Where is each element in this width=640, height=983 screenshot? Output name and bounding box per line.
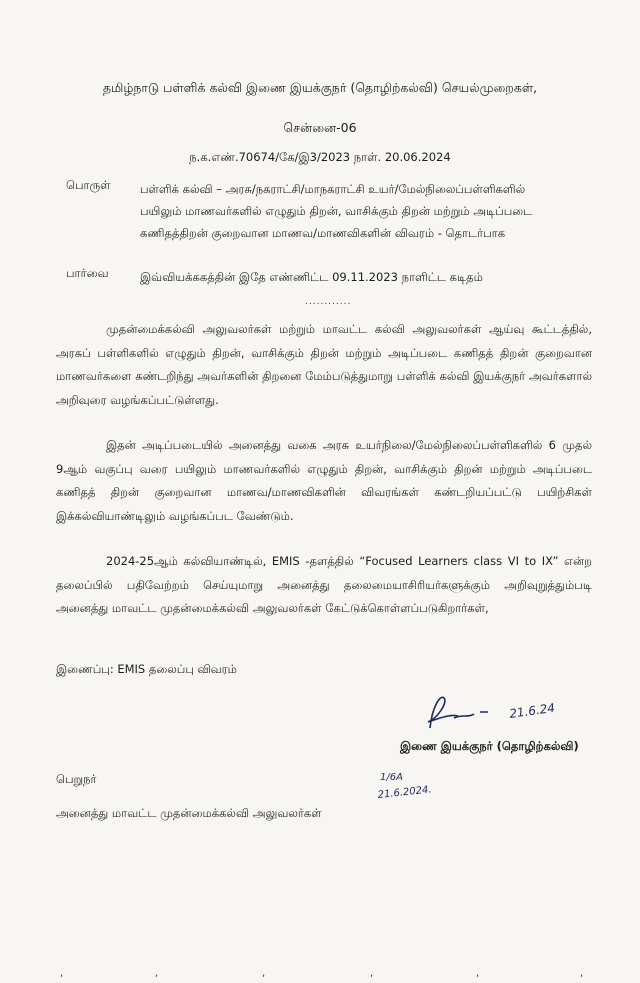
reference-label: பார்வை bbox=[66, 266, 109, 280]
recipient-text: அனைத்து மாவட்ட முதன்மைக்கல்வி அலுவலர்கள் bbox=[56, 806, 322, 820]
paragraph-line: பள்ளிக் கல்வி இயக்குநர் அவர்களால் அறிவுரை வழங்கப்பட்டுள்ளது. bbox=[56, 369, 593, 407]
reference-text: இவ்வியக்ககத்தின் இதே எண்ணிட்ட 09.11.2023 நாளிட்ட கடிதம் bbox=[140, 270, 483, 284]
city-heading: சென்னை-06 bbox=[283, 120, 357, 135]
recipient-label: பெறுநர் bbox=[56, 772, 97, 786]
body-paragraph-3 bbox=[56, 550, 592, 621]
body-paragraph-1 bbox=[56, 318, 592, 412]
handwritten-note bbox=[376, 764, 476, 808]
paragraph-line: 2024-25ஆம் கல்வியாண்டில், EMIS -தளத்தில் “Focused Learners class VI to IX” bbox=[106, 554, 559, 568]
footer-mark: , bbox=[370, 968, 374, 979]
paragraph-line: கேட்டுக்கொள்ளப்படுகிறார்கள், bbox=[325, 601, 489, 615]
reference-number: ந.க.எண்.70674/கே/இ3/2023 நாள். 20.06.2024 bbox=[189, 150, 451, 164]
note-line-2: 21.6.2024. bbox=[377, 784, 433, 801]
footer-mark: , bbox=[60, 968, 64, 979]
footer-mark: , bbox=[262, 968, 266, 979]
paragraph-line: முதன்மைக்கல்வி அலுவலர்கள் மற்றும் மாவட்ட கல்வி அலுவலர்கள் ஆய்வு bbox=[106, 322, 525, 336]
paragraph-line: இதன் அடிப்படையில் அனைத்து வகை அரசு உயர்நிலை/மேல்நிலைப்பள்ளிகளில் 6 bbox=[106, 438, 556, 452]
footer-mark: , bbox=[476, 968, 480, 979]
paragraph-line: திறன் குறைவான மாணவர்களை கண்டறிந்து அவர்களின் திறனை மேம்படுத்துமாறு bbox=[56, 345, 592, 383]
paragraph-line: பயிற்சிகள் இக்கல்வியாண்டிலும் வழங்கப்பட வேண்டும். bbox=[56, 485, 592, 523]
body-paragraph-2 bbox=[56, 434, 592, 528]
signatory-title: இணை இயக்குநர் (தொழிற்கல்வி) bbox=[400, 739, 579, 753]
office-heading: தமிழ்நாடு பள்ளிக் கல்வி இணை இயக்குநர் (தொழிற்கல்வி) செயல்முறைகள், bbox=[102, 80, 538, 95]
handwritten-signature bbox=[410, 688, 600, 736]
signature-date: 21.6.24 bbox=[508, 700, 556, 721]
subject-line: பள்ளிக் கல்வி – அரசு/நகராட்சி/மாநகராட்சி உயர்/மேல்நிலைப்பள்ளிகளில் bbox=[140, 182, 526, 196]
footer-mark: , bbox=[155, 968, 159, 979]
note-line-1: 1/6A bbox=[380, 772, 403, 783]
separator: ............ bbox=[305, 297, 352, 307]
footer-mark: , bbox=[580, 968, 584, 979]
subject-text bbox=[140, 178, 590, 244]
paragraph-line: என்ற தலைப்பில் பதிவேற்றம் செய்யுமாறு அனைத்து தலைமையாசிரியர்களுக்கும் bbox=[56, 554, 592, 592]
subject-line: பயிலும் மாணவர்களில் எழுதும் திறன், வாசிக்கும் திறன் மற்றும் அடிப்படை bbox=[140, 204, 533, 218]
enclosure-note: இணைப்பு: EMIS தலைப்பு விவரம் bbox=[56, 662, 237, 676]
paragraph-line: கூட்டத்தில், அரசுப் பள்ளிகளில் எழுதும் திறன், வாசிக்கும் திறன் மற்றும் அடிப்படை கணிதத் bbox=[56, 322, 592, 360]
subject-line: கணிதத்திறன் குறைவான மாணவ/மாணவிகளின் விவரம் - தொடர்பாக bbox=[140, 226, 506, 240]
paragraph-line: அடிப்படை கணிதத் திறன் குறைவான மாணவ/மாணவிகளின் விவரங்கள் கண்டறியப்பட்டு bbox=[56, 461, 592, 499]
paragraph-line: அறிவுறுத்தும்படி அனைத்து மாவட்ட முதன்மைக்கல்வி அலுவலர்கள் bbox=[56, 577, 592, 615]
paragraph-line: முதல் 9ஆம் வகுப்பு வரை பயிலும் மாணவர்களில் எழுதும் திறன், வாசிக்கும் திறன் மற்றும் bbox=[56, 438, 593, 476]
subject-label: பொருள் bbox=[66, 178, 111, 192]
